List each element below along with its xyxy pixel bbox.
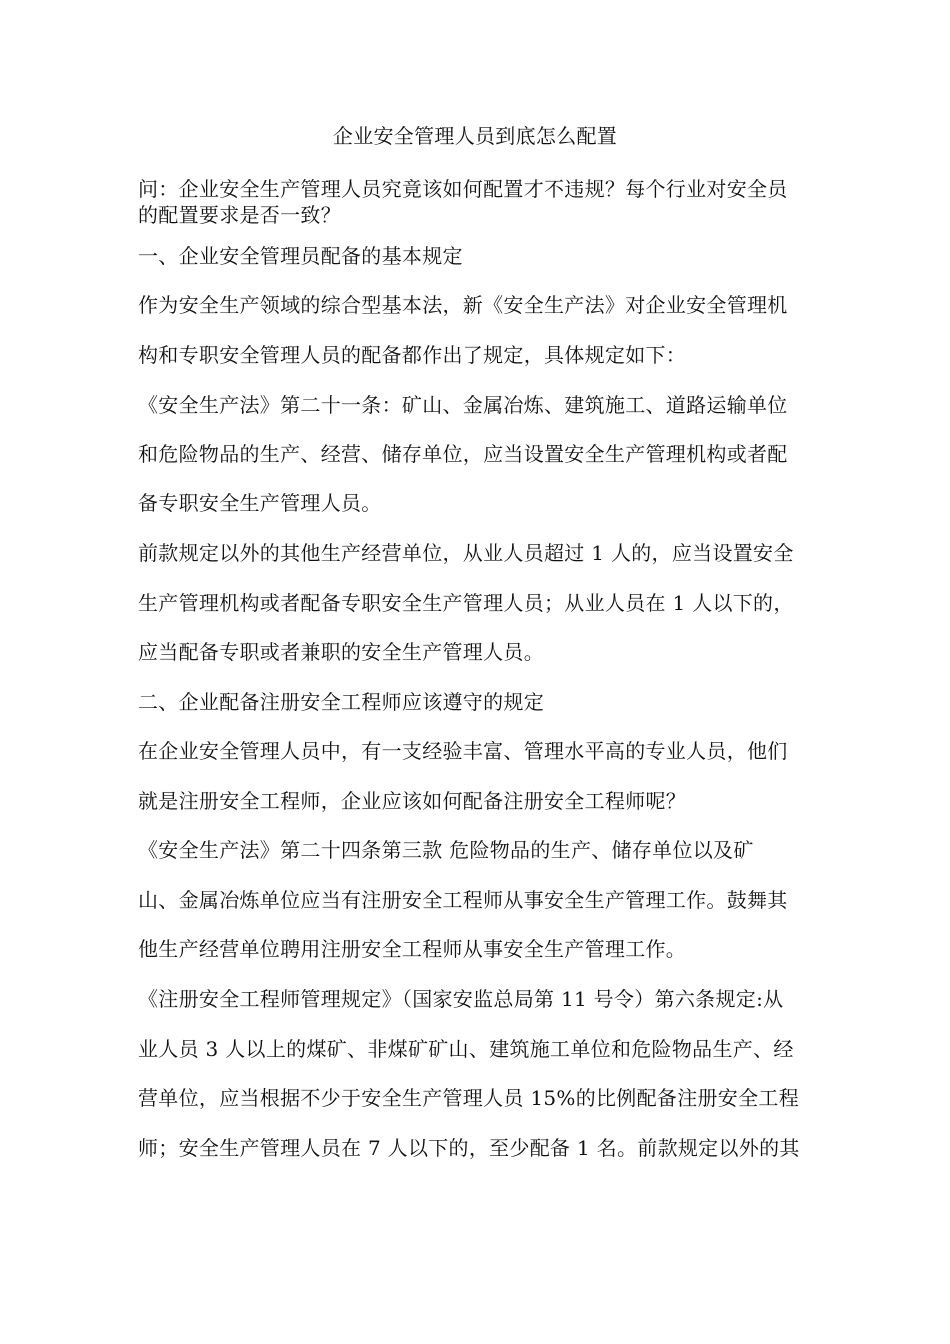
paragraph-line: 《注册安全工程师管理规定》（国家安监总局第 11 号令）第六条规定:从 xyxy=(138,987,784,1011)
paragraph-line: 山、金属冶炼单位应当有注册安全工程师从事安全生产管理工作。鼓舞其 xyxy=(138,888,788,912)
document-title: 企业安全管理人员到底怎么配置 xyxy=(332,124,618,148)
paragraph-line: 和危险物品的生产、经营、储存单位，应当设置安全生产管理机构或者配 xyxy=(138,442,788,466)
paragraph-line: 前款规定以外的其他生产经营单位，从业人员超过 1 人的，应当设置安全 xyxy=(138,541,794,565)
paragraph-line: 在企业安全管理人员中，有一支经验丰富、管理水平高的专业人员，他们 xyxy=(138,739,788,763)
paragraph-line: 《安全生产法》第二十一条：矿山、金属冶炼、建筑施工、道路运输单位 xyxy=(138,393,788,417)
paragraph-line: 营单位，应当根据不少于安全生产管理人员 15%的比例配备注册安全工程 xyxy=(138,1086,800,1110)
paragraph-line: 他生产经营单位聘用注册安全工程师从事安全生产管理工作。 xyxy=(138,937,687,961)
question-line-2: 的配置要求是否一致？ xyxy=(138,203,341,227)
paragraph-line: 师；安全生产管理人员在 7 人以下的，至少配备 1 名。前款规定以外的其 xyxy=(138,1136,800,1160)
paragraph-line: 作为安全生产领域的综合型基本法，新《安全生产法》对企业安全管理机 xyxy=(138,293,788,317)
paragraph-line: 《安全生产法》第二十四条第三款 危险物品的生产、储存单位以及矿 xyxy=(138,838,754,862)
paragraph-line: 就是注册安全工程师，企业应该如何配备注册安全工程师呢？ xyxy=(138,789,687,813)
section-heading-1: 一、企业安全管理员配备的基本规定 xyxy=(138,244,463,268)
question-line-1: 问：企业安全生产管理人员究竟该如何配置才不违规？每个行业对安全员 xyxy=(138,177,788,201)
paragraph-line: 备专职安全生产管理人员。 xyxy=(138,491,382,515)
paragraph-line: 业人员 3 人以上的煤矿、非煤矿矿山、建筑施工单位和危险物品生产、经 xyxy=(138,1037,794,1061)
paragraph-line: 生产管理机构或者配备专职安全生产管理人员；从业人员在 1 人以下的， xyxy=(138,591,794,615)
paragraph-line: 应当配备专职或者兼职的安全生产管理人员。 xyxy=(138,640,544,664)
section-heading-2: 二、企业配备注册安全工程师应该遵守的规定 xyxy=(138,690,544,714)
paragraph-line: 构和专职安全管理人员的配备都作出了规定，具体规定如下： xyxy=(138,343,687,367)
